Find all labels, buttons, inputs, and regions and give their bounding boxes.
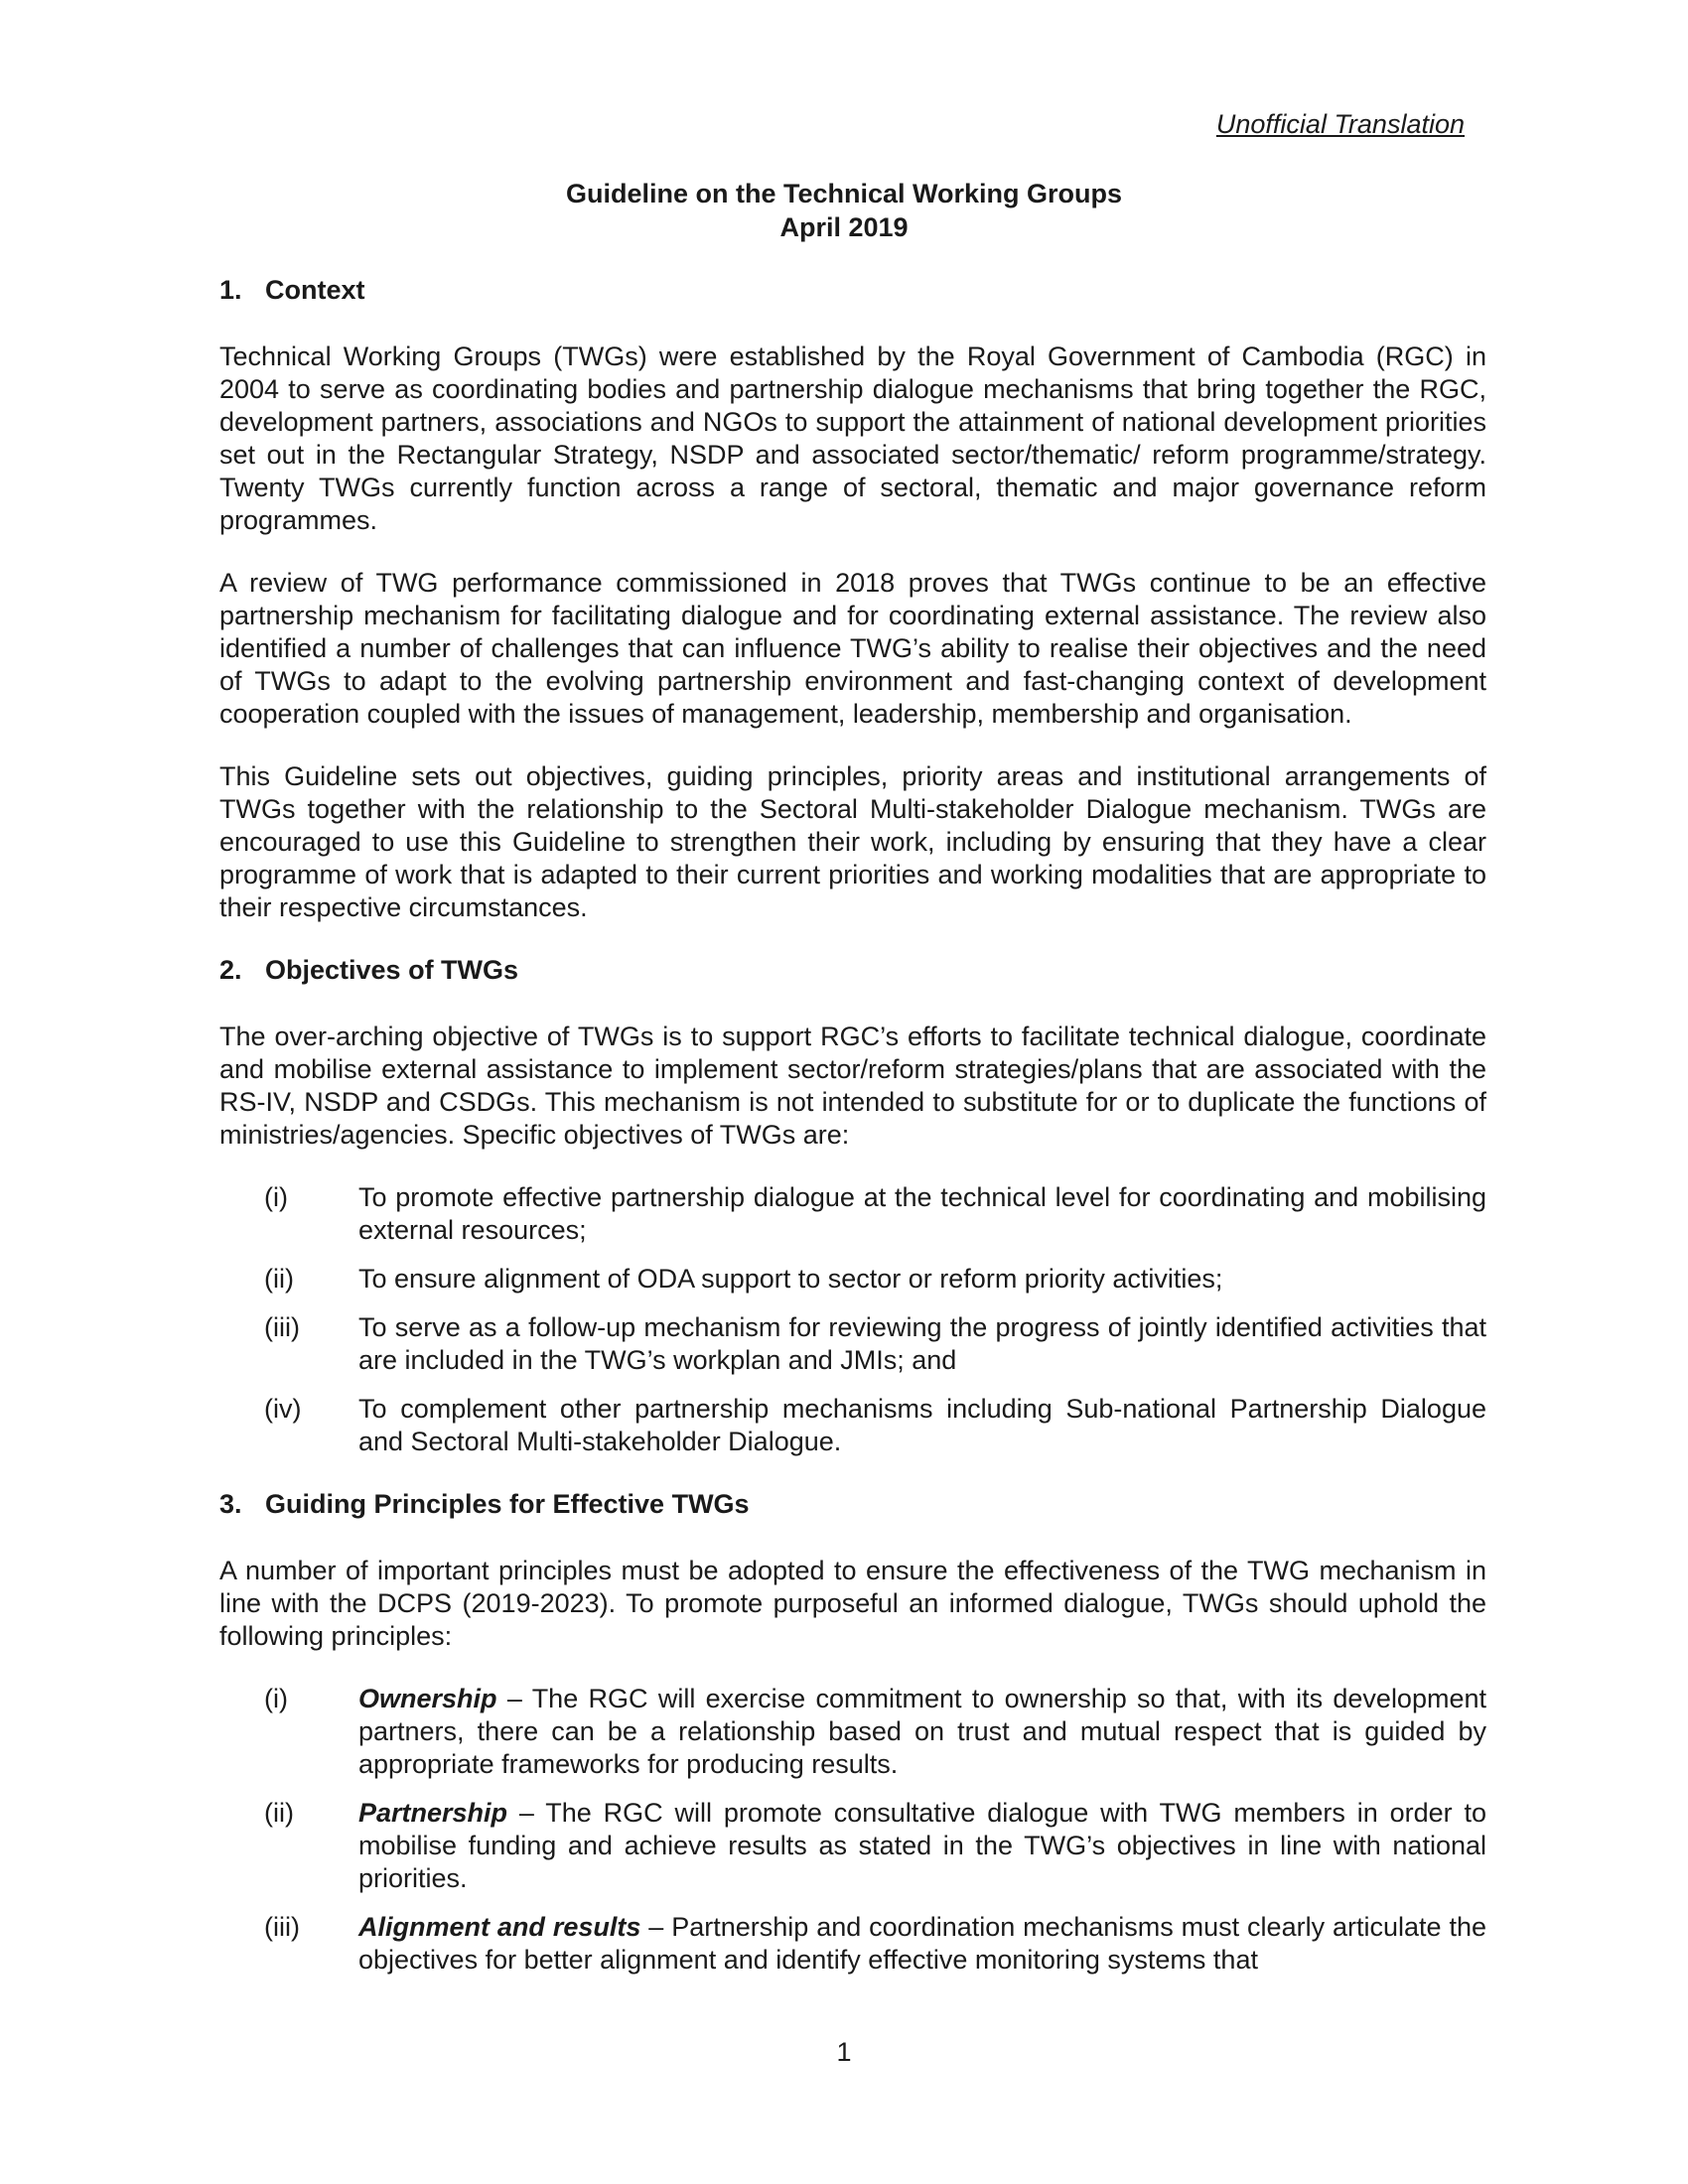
list-marker: (iii)	[264, 1312, 300, 1342]
list-item	[219, 1311, 1486, 1377]
paragraph: A review of TWG performance commissioned in 2018 proves that TWGs continue to be an effective partnership mechanism for facilitating dialogue and for coordinating external assistance. The review also identified a number of challenges that can influence TWG’s ability to realise their objectives and the need of TWGs to adapt to the evolving partnership environment and fast-changing context of development cooperation coupled with the issues of management, leadership, membership and organisation.	[219, 568, 1486, 729]
section-heading-guiding-principles	[219, 1488, 1486, 1521]
section-number: 3.	[219, 1489, 242, 1519]
principle-term: Alignment and results	[358, 1912, 641, 1942]
document-body	[219, 274, 1486, 2006]
section-heading-objectives	[219, 954, 1486, 987]
unofficial-translation-label: Unofficial Translation	[1215, 109, 1465, 139]
section-number: 1.	[219, 275, 242, 305]
list-item	[219, 1911, 1486, 1977]
list-marker: (ii)	[264, 1264, 294, 1294]
section-title: Objectives of TWGs	[265, 955, 519, 985]
list-item	[219, 1797, 1486, 1895]
section-title: Context	[265, 275, 365, 305]
list-item-text: – The RGC will promote consultative dialogue with TWG members in order to mobilise funding and achieve results as stated in the TWG’s objectives in line with national priorities.	[358, 1798, 1486, 1893]
paragraph: A number of important principles must be adopted to ensure the effectiveness of the TWG mechanism in line with the DCPS (2019-2023). To promote purposeful an informed dialogue, TWGs should uphold the following principles:	[219, 1556, 1486, 1651]
list-item	[219, 1393, 1486, 1458]
list-item-text: To ensure alignment of ODA support to sector or reform priority activities;	[358, 1264, 1223, 1294]
list-item-text: To complement other partnership mechanisms including Sub-national Partnership Dialogue and Sectoral Multi-stakeholder Dialogue.	[358, 1394, 1486, 1456]
principle-term: Ownership	[358, 1684, 497, 1713]
section-number: 2.	[219, 955, 242, 985]
paragraph: This Guideline sets out objectives, guiding principles, priority areas and institutional arrangements of TWGs together with the relationship to the Sectoral Multi-stakeholder Dialogue mechanism. TWGs are encouraged to use this Guideline to strengthen their work, including by ensuring that they have a clear programme of work that is adapted to their current priorities and working modalities that are appropriate to their respective circumstances.	[219, 761, 1486, 922]
list-item	[219, 1683, 1486, 1781]
list-marker: (i)	[264, 1182, 288, 1212]
principle-term: Partnership	[358, 1798, 508, 1828]
list-marker: (ii)	[264, 1798, 294, 1828]
list-item	[219, 1181, 1486, 1247]
objectives-list	[219, 1181, 1486, 1458]
principles-list	[219, 1683, 1486, 1977]
page-number: 1	[836, 2037, 852, 2067]
paragraph: Technical Working Groups (TWGs) were established by the Royal Government of Cambodia (RGC) in 2004 to serve as coordinating bodies and partnership dialogue mechanisms that bring together the RGC, development partners, associations and NGOs to support the attainment of national development priorities set out in the Rectangular Strategy, NSDP and associated sector/thematic/ reform programme/strategy. Twenty TWGs currently function across a range of sectoral, thematic and major governance reform programmes.	[219, 341, 1486, 535]
list-item-text: – The RGC will exercise commitment to ownership so that, with its development partners, there can be a relationship based on trust and mutual respect that is guided by appropriate frameworks for producing results.	[358, 1684, 1486, 1779]
paragraph: The over-arching objective of TWGs is to support RGC’s efforts to facilitate technical dialogue, coordinate and mobilise external assistance to implement sector/reform strategies/plans that are associated with the RS-IV, NSDP and CSDGs. This mechanism is not intended to substitute for or to duplicate the functions of ministries/agencies. Specific objectives of TWGs are:	[219, 1022, 1486, 1150]
document-title: Guideline on the Technical Working Groups	[565, 179, 1123, 208]
section-title: Guiding Principles for Effective TWGs	[265, 1489, 750, 1519]
document-title-block	[0, 177, 1688, 244]
list-item	[219, 1263, 1486, 1296]
document-date: April 2019	[779, 212, 909, 242]
list-item-text: To serve as a follow-up mechanism for reviewing the progress of jointly identified activities that are included in the TWG’s workplan and JMIs; and	[358, 1312, 1486, 1375]
list-marker: (iii)	[264, 1912, 300, 1942]
list-item-text: To promote effective partnership dialogue at the technical level for coordinating and mobilising external resources;	[358, 1182, 1486, 1245]
list-marker: (iv)	[264, 1394, 302, 1424]
list-marker: (i)	[264, 1684, 288, 1713]
section-heading-context	[219, 274, 1486, 307]
list-item-text: – Partnership and coordination mechanisms must clearly articulate the objectives for better alignment and identify effective monitoring systems that	[358, 1912, 1486, 1975]
